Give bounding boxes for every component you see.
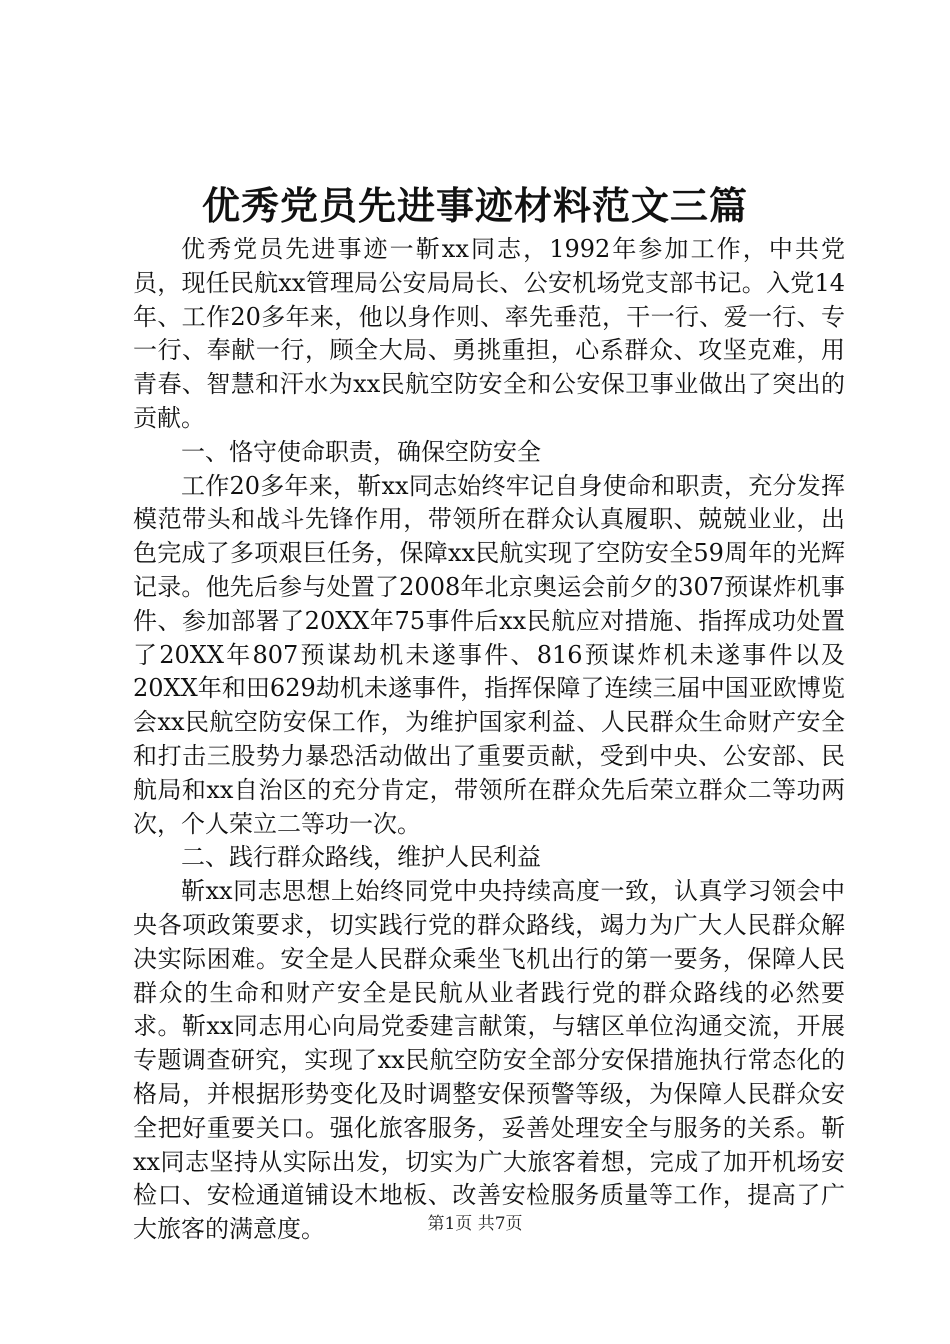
paragraph-section-1: 工作20多年来，靳xx同志始终牢记自身使命和职责，充分发挥模范带头和战斗先锋作用，带领所在群众认真履职、兢兢业业，出色完成了多项艰巨任务，保障xx民航实现了空防安全59周年的光辉记录。他先后参与处置了2008年北京奥运会前夕的307预谋炸机事件、参加部署了20XX年75事件后xx民航应对措施、指挥成功处置了20XX年807预谋劫机未遂事件、816预谋炸机未遂事件以及20XX年和田629劫机未遂事件，指挥保障了连续三届中国亚欧博览会xx民航空防安保工作，为维护国家利益、人民群众生命财产安全和打击三股势力暴恐活动做出了重要贡献，受到中央、公安部、民航局和xx自治区的充分肯定，带领所在群众先后荣立群众二等功两次，个人荣立二等功一次。 <box>133 471 845 838</box>
document-body <box>133 233 845 1247</box>
paragraph-section-2: 靳xx同志思想上始终同党中央持续高度一致，认真学习领会中央各项政策要求，切实践行党的群众路线，竭力为广大人民群众解决实际困难。安全是人民群众乘坐飞机出行的第一要务，保障人民群众的生命和财产安全是民航从业者践行党的群众路线的必然要求。靳xx同志用心向局党委建言献策，与辖区单位沟通交流，开展专题调查研究，实现了xx民航空防安全部分安保措施执行常态化的格局，并根据形势变化及时调整安保预警等级，为保障人民群众安全把好重要关口。强化旅客服务，妥善处理安全与服务的关系。靳xx同志坚持从实际出发，切实为广大旅客着想，完成了加开机场安检口、安检通道铺设木地板、改善安检服务质量等工作，提高了广大旅客的满意度。 <box>133 877 845 1244</box>
section-heading-2: 二、践行群众路线，维护人民利益 <box>181 843 541 872</box>
section-heading-1: 一、恪守使命职责，确保空防安全 <box>181 437 541 466</box>
document-title: 优秀党员先进事迹材料范文三篇 <box>201 183 748 228</box>
page-number-footer: 第1页 共7页 <box>427 1214 523 1234</box>
paragraph-intro: 优秀党员先进事迹一靳xx同志，1992年参加工作，中共党员，现任民航xx管理局公安局局长、公安机场党支部书记。入党14年、工作20多年来，他以身作则、率先垂范，干一行、爱一行、专一行、奉献一行，顾全大局、勇挑重担，心系群众、攻坚克难，用青春、智慧和汗水为xx民航空防安全和公安保卫事业做出了突出的贡献。 <box>133 235 845 432</box>
